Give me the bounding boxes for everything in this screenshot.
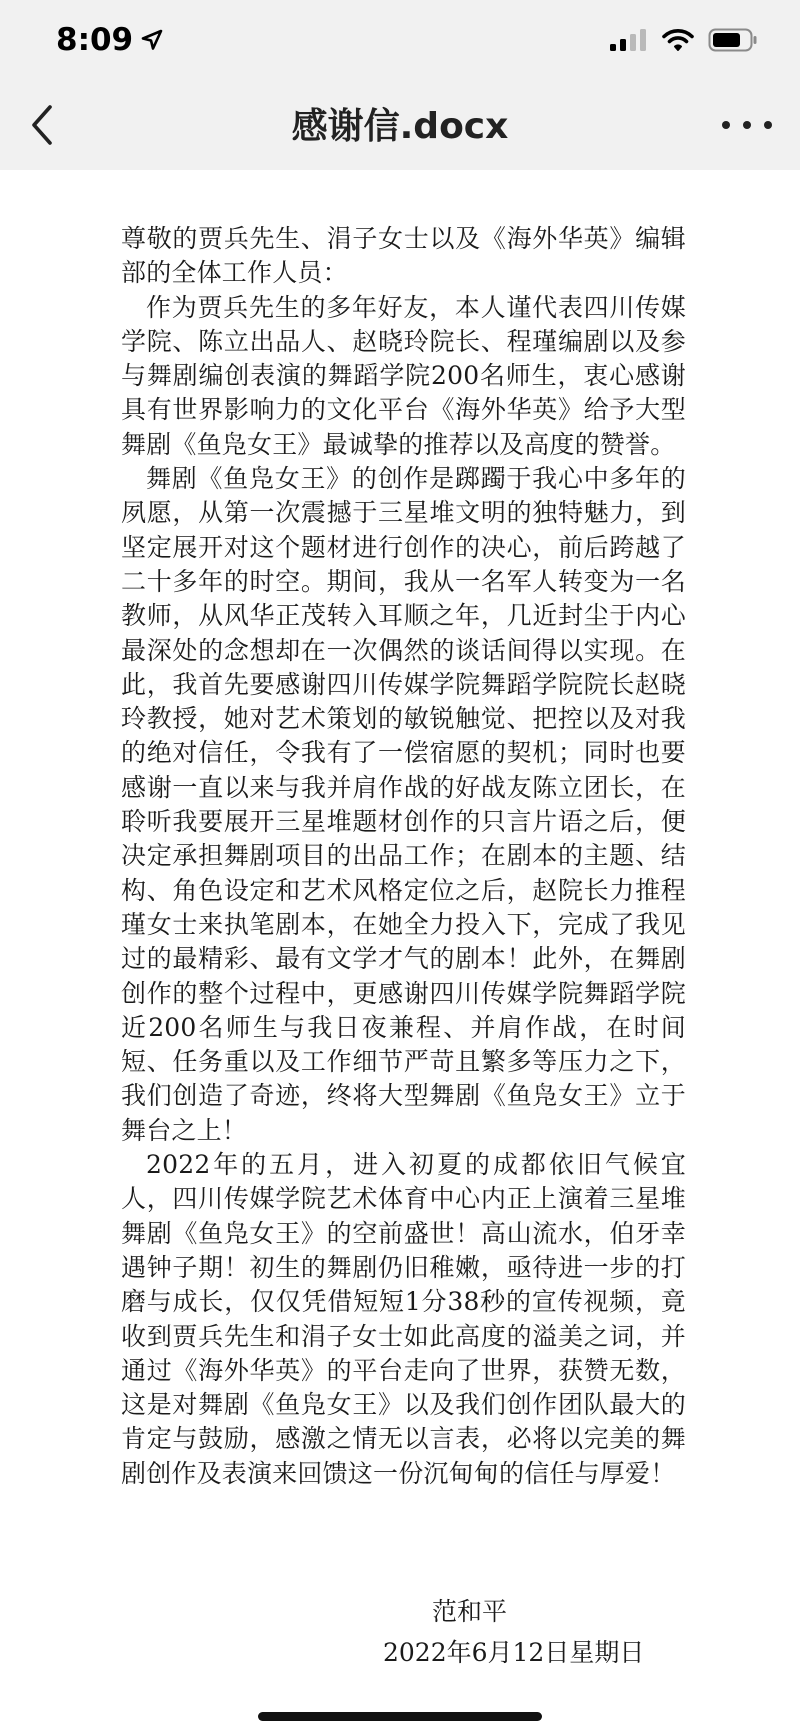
more-button[interactable] bbox=[722, 110, 772, 140]
home-indicator[interactable] bbox=[258, 1712, 542, 1721]
status-time bbox=[56, 22, 163, 58]
more-horizontal-icon bbox=[764, 121, 772, 129]
letter-salutation: 尊敬的贾兵先生、涓子女士以及《海外华英》编辑部的全体工作人员： bbox=[121, 224, 686, 288]
letter-paragraph: 舞剧《鱼凫女王》的创作是踯躅于我心中多年的夙愿，从第一次震撼于三星堆文明的独特魅力，到坚定展开对这个题材进行创作的决心，前后跨越了二十多年的时空。期间，我从一名军人转变为一名教师，从风华正茂转入耳顺之年，几近封尘于内心最深处的念想却在一次偶然的谈话间得以实现。在此，我首先要感谢四川传媒学院舞蹈学院院长赵晓玲教授，她对艺术策划的敏锐触觉、把控以及对我的绝对信任，令我有了一偿宿愿的契机；同时也要感谢一直以来与我并肩作战的好战友陈立团长，在聆听我要展开三星堆题材创作的只言片语之后，便决定承担舞剧项目的出品工作；在剧本的主题、结构、角色设定和艺术风格定位之后，赵院长力推程瑾女士来执笔剧本，在她全力投入下，完成了我见过的最精彩、最有文学才气的剧本！此外，在舞剧创作的整个过程中，更感谢四川传媒学院舞蹈学院近200名师生与我日夜兼程、并肩作战，在时间短、任务重以及工作细节严苛且繁多等压力之下，我们创造了奇迹，终将大型舞剧《鱼凫女王》立于舞台之上！ bbox=[121, 464, 686, 1145]
status-icons bbox=[610, 28, 758, 52]
status-time-text: 8:09 bbox=[56, 22, 134, 58]
location-arrow-icon bbox=[141, 29, 163, 51]
document-title: 感谢信.docx bbox=[291, 106, 509, 147]
signature-name: 范和平 bbox=[432, 1597, 508, 1626]
cellular-signal-icon bbox=[610, 29, 648, 51]
wifi-icon bbox=[662, 28, 694, 52]
signature-date: 2022年6月12日星期日 bbox=[383, 1638, 645, 1667]
letter-paragraph: 作为贾兵先生的多年好友，本人谨代表四川传媒学院、陈立出品人、赵晓玲院长、程瑾编剧以及参与舞剧编创表演的舞蹈学院200名师生，衷心感谢具有世界影响力的文化平台《海外华英》给予大型舞剧《鱼凫女王》最诚挚的推荐以及高度的赞誉。 bbox=[121, 292, 686, 459]
battery-icon bbox=[708, 28, 758, 52]
letter-paragraph: 2022年的五月，进入初夏的成都依旧气候宜人，四川传媒学院艺术体育中心内正上演着三星堆舞剧《鱼凫女王》的空前盛世！高山流水，伯牙幸遇钟子期！初生的舞剧仍旧稚嫩，亟待进一步的打磨与成长，仅仅凭借短短1分38秒的宣传视频，竟收到贾兵先生和涓子女士如此高度的溢美之词，并通过《海外华英》的平台走向了世界，获赞无数，这是对舞剧《鱼凫女王》以及我们创作团队最大的肯定与鼓励，感激之情无以言表，必将以完美的舞剧创作及表演来回馈这一份沉甸甸的信任与厚爱！ bbox=[121, 1150, 686, 1488]
more-horizontal-icon bbox=[743, 121, 751, 129]
more-horizontal-icon bbox=[722, 121, 730, 129]
document-body bbox=[121, 222, 686, 1491]
top-bar bbox=[0, 0, 800, 170]
